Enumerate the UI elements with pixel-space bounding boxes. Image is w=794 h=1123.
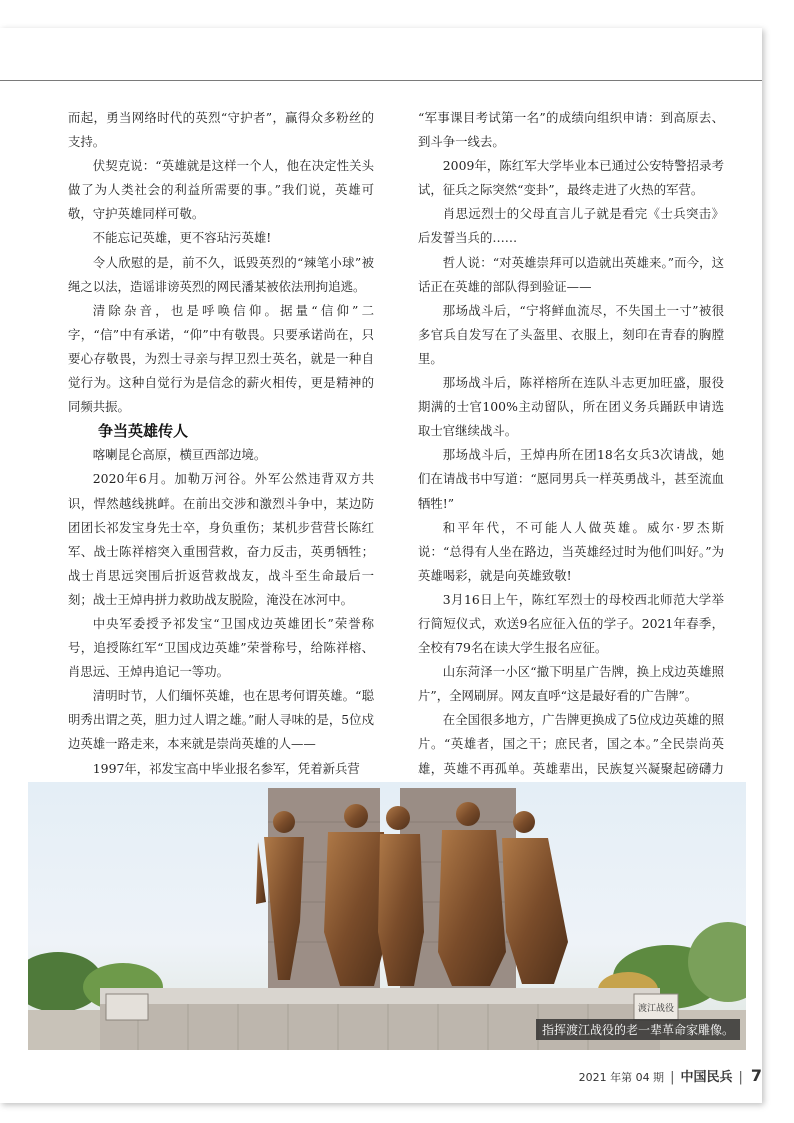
page-footer (579, 1066, 762, 1085)
paragraph: 1997年，祁发宝高中毕业报名参军，凭着新兵营 (92, 760, 360, 776)
paragraph: 伏契克说：“英雄就是这样一个人，他在决定性关头做了为人类社会的利益所需要的事。”我们说，英雄可敬，守护英雄同样可敬。 (68, 158, 374, 222)
paragraph: 那场战斗后，陈祥榕所在连队斗志更加旺盛，服役期满的士官100%主动留队，所在团义务兵踊跃申请选取士官继续战斗。 (418, 375, 724, 439)
plaque-left (106, 994, 148, 1020)
section-heading: 争当英雄传人 (98, 422, 189, 441)
paragraph: 喀喇昆仑高原，横亘西部边境。 (92, 447, 267, 463)
footer-separator: | (738, 1070, 743, 1085)
paragraph: 2020年6月。加勒万河谷。外军公然违背双方共识，悍然越线挑衅。在前出交涉和激烈斗争中，某边防团团长祁发宝身先士卒，身负重伤；某机步营营长陈红军、战士陈祥榕突入重围营救，奋力反击，英勇牺牲；战士肖思远突围后折返营救战友，战斗至生命最后一刻；战士王焯冉拼力救助战友脱险，淹没在冰河中。 (68, 471, 374, 607)
statue-photo (28, 782, 746, 1050)
paragraph: 3月16日上午，陈红军烈士的母校西北师范大学举行简短仪式，欢送9名应征入伍的学子。2021年春季，全校有79名在读大学生报名应征。 (418, 591, 724, 656)
plaque-right-text: 渡江战役 (637, 1004, 675, 1014)
paragraph: 肖思远烈士的父母直言儿子就是看完《士兵突击》后发誓当兵的…… (418, 206, 724, 246)
paragraph-text: 在全国很多地方，广告牌更换成了5位戍边英雄的照片。“英雄者，国之干；庶民者，国之本。”全民崇尚英雄，英雄不再孤单。英雄辈出，民族复兴凝聚起磅礴力 (418, 712, 724, 776)
paragraph: 清明时节，人们缅怀英雄，也在思考何谓英雄。“聪明秀出谓之英，胆力过人谓之雄。”耐人寻味的是，5位戍边英雄一路走来，本来就是崇尚英雄的人—— (68, 688, 374, 752)
paragraph: 中央军委授予祁发宝“卫国戍边英雄团长”荣誉称号，追授陈红军“卫国戍边英雄”荣誉称号，给陈祥榕、肖思远、王焯冉追记一等功。 (68, 615, 374, 680)
page-number: 7 (750, 1066, 762, 1085)
right-column (418, 106, 724, 805)
paragraph: 那场战斗后，“宁将鲜血流尽，不失国土一寸”被很多官兵自发写在了头盔里、衣服上，刻印在青春的胸膛里。 (418, 302, 724, 366)
paragraph: 令人欣慰的是，前不久，诋毁英烈的“辣笔小球”被绳之以法，造谣诽谤英烈的网民潘某被依法刑拘追逃。 (68, 254, 374, 294)
paragraph: “军事课目考试第一名”的成绩向组织申请：到高原去、到斗争一线去。 (418, 110, 724, 150)
left-column (68, 106, 374, 781)
paragraph: 哲人说：“对英雄崇拜可以造就出英雄来。”而今，这话正在英雄的部队得到验证—— (418, 254, 724, 294)
paragraph: 2009年，陈红军大学毕业本已通过公安特警招录考试，征兵之际突然“变卦”，最终走进了火热的军营。 (418, 158, 724, 198)
magazine-name: 中国民兵 (680, 1070, 733, 1085)
paragraph: 山东菏泽一小区“撤下明星广告牌，换上戍边英雄照片”，全网刷屏。网友直呼“这是最好看的广告牌”。 (418, 664, 724, 704)
issue-label: 2021 年第 04 期 (578, 1071, 665, 1084)
paragraph: 那场战斗后，王焯冉所在团18名女兵3次请战，她们在请战书中写道：“愿同男兵一样英勇战斗，甚至流血牺牲!” (418, 447, 724, 511)
statue-illustration (28, 782, 746, 1050)
paragraph: 不能忘记英雄，更不容玷污英雄! (92, 230, 272, 246)
pedestal-top (100, 988, 660, 1004)
photo-caption: 指挥渡江战役的老一辈革命家雕像。 (536, 1019, 740, 1040)
paragraph: 和平年代，不可能人人做英雄。威尔·罗杰斯说：“总得有人坐在路边，当英雄经过时为他们叫好。”为英雄喝彩，就是向英雄致敬! (418, 519, 724, 583)
footer-separator: | (670, 1070, 675, 1085)
header-rule (0, 80, 762, 81)
paragraph: 而起，勇当网络时代的英烈“守护者”，赢得众多粉丝的支持。 (68, 110, 374, 150)
paragraph: 清除杂音，也是呼唤信仰。据量“信仰”二字，“信”中有承诺，“仰”中有敬畏。只要承诺尚在，只要心存敬畏，为烈士寻亲与捍卫烈士英名，就是一种自觉行为。这种自觉行为是信念的薪火相传，更是精神的同频共振。 (68, 302, 374, 415)
